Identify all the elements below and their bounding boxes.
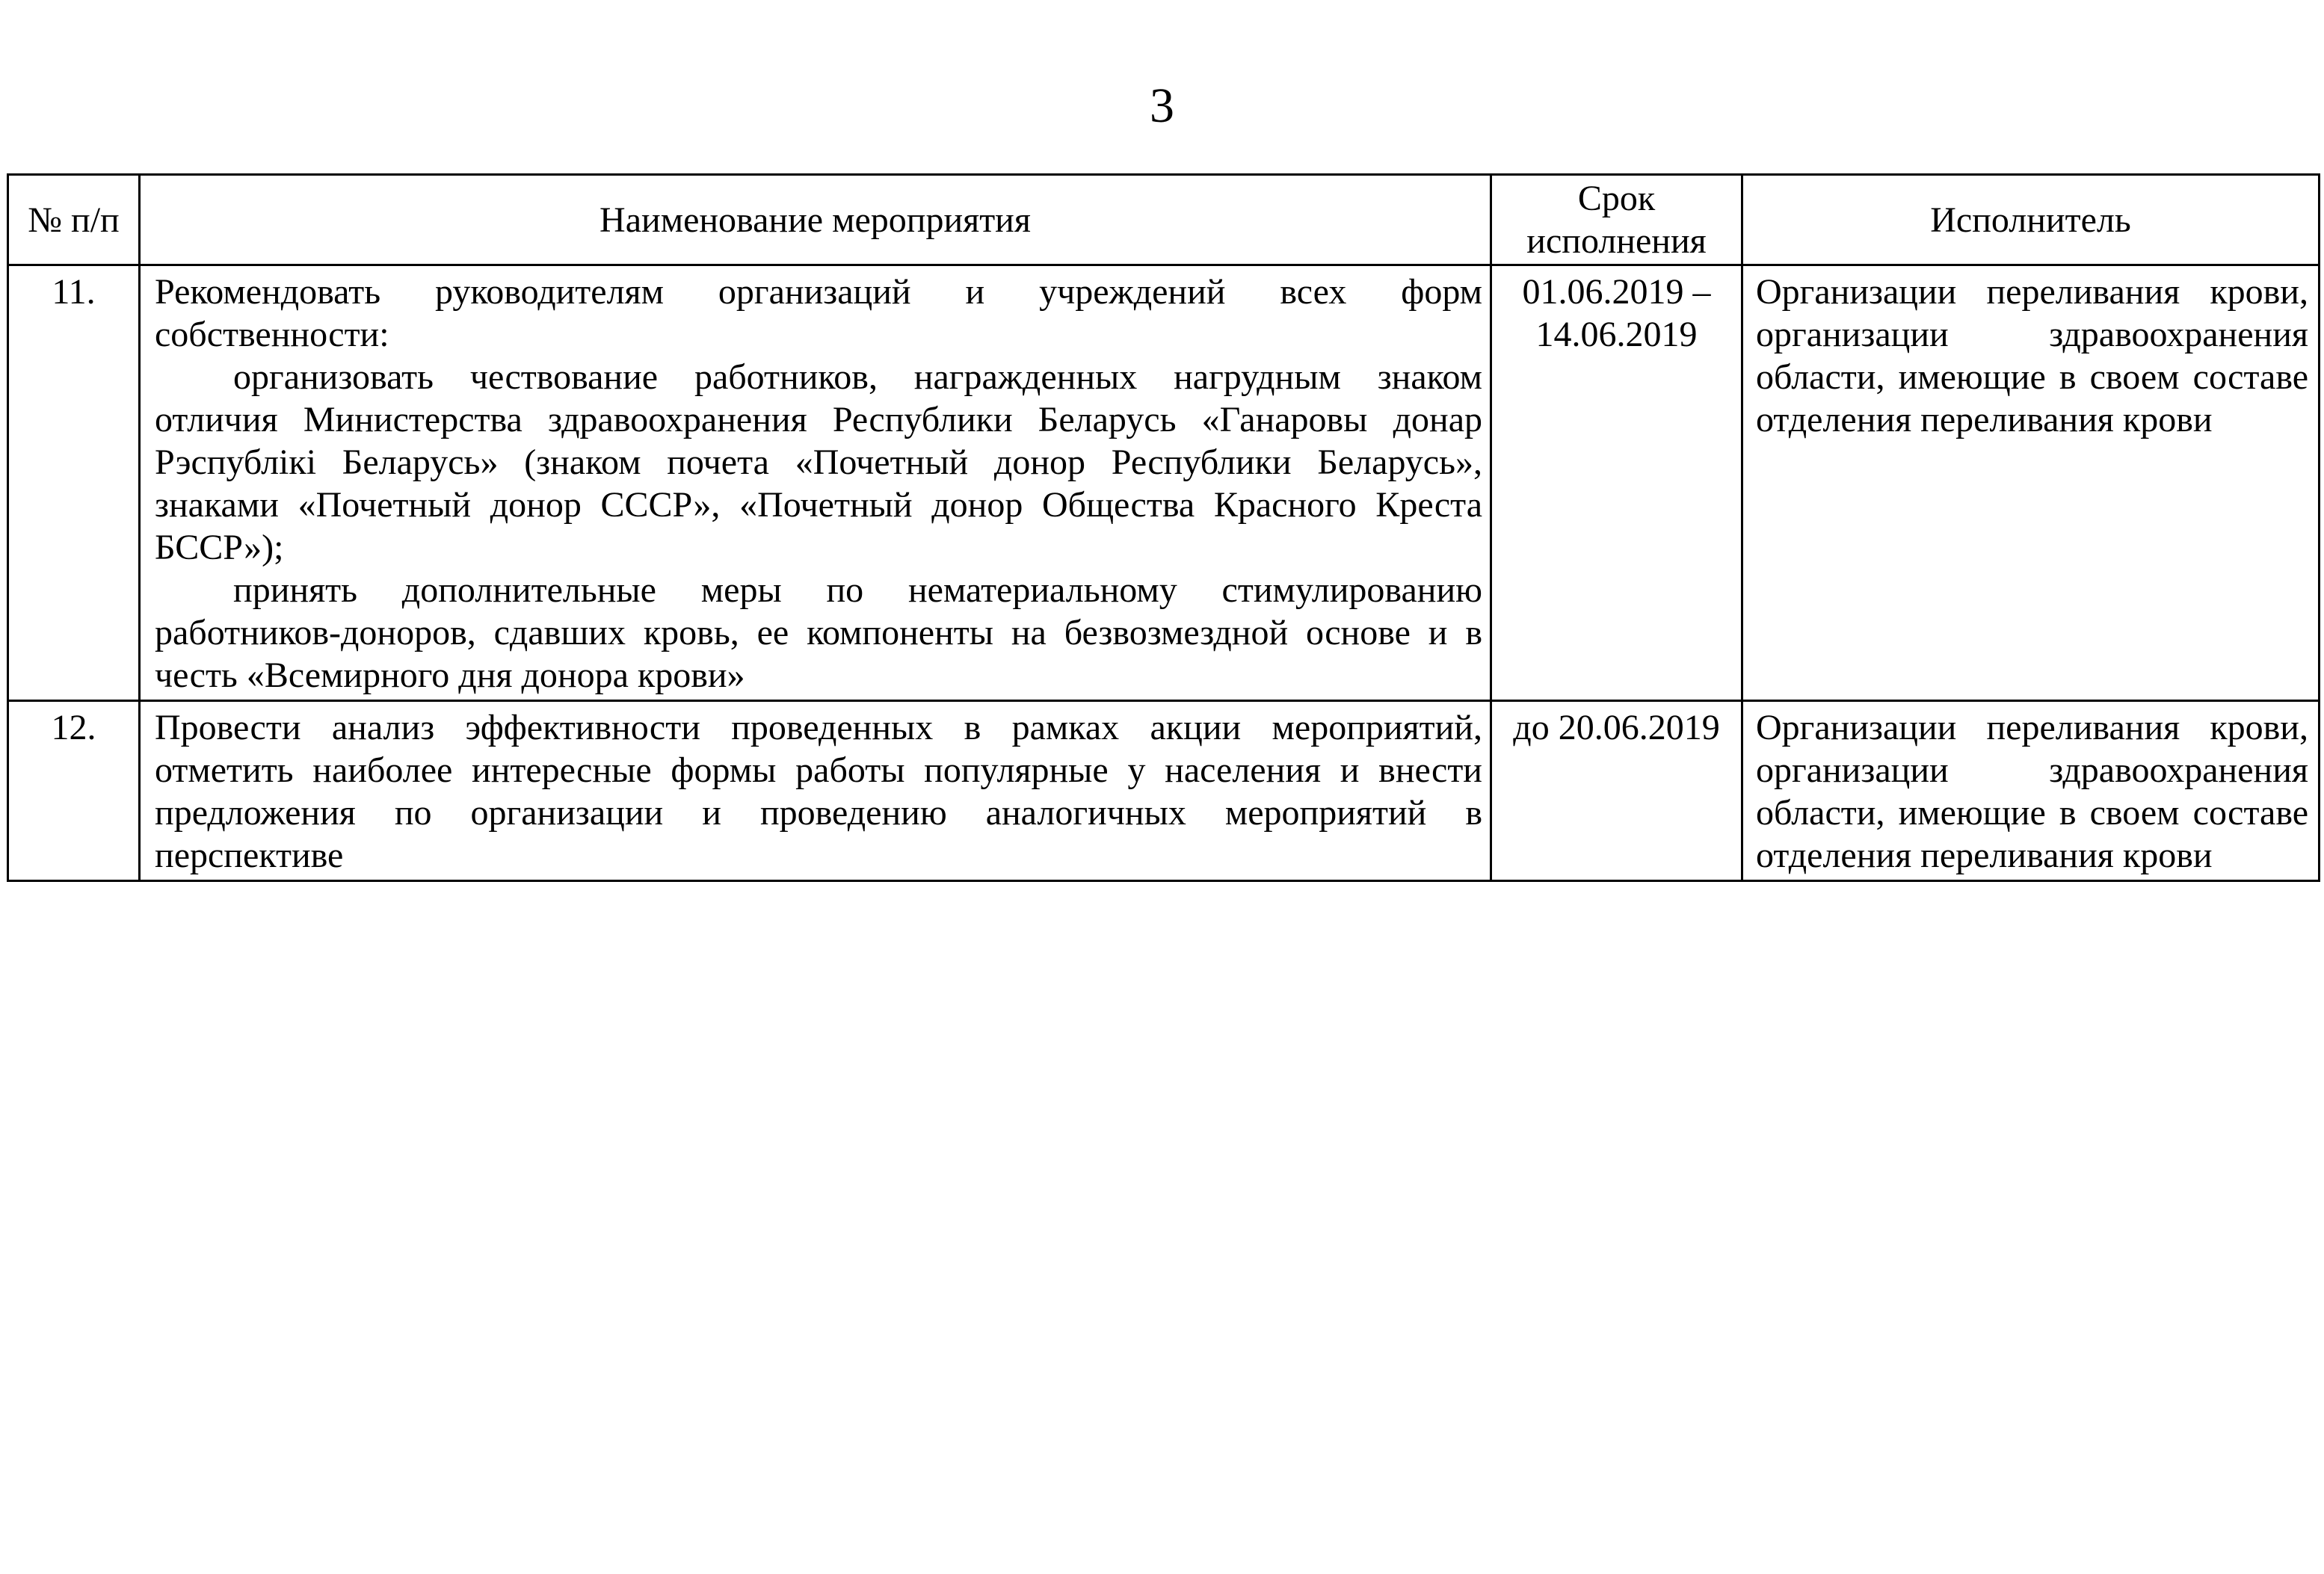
cell-executor [1742, 265, 2320, 701]
text-line: организации здравоохранения [1756, 315, 2308, 354]
text-line: Рэспублікі Беларусь» (знаком почета «Почетный донор Республики Беларусь», [155, 442, 1482, 482]
text-line: организовать чествование работников, награжденных нагрудным знаком [233, 357, 1482, 397]
text-line: организации здравоохранения [1756, 750, 2308, 790]
table-row [8, 701, 2320, 881]
text-line: отметить наиболее интересные формы работы популярные у населения и внести [155, 750, 1482, 790]
text-line: знаками «Почетный донор СССР», «Почетный донор Общества Красного Креста [155, 485, 1482, 525]
text-line: области, имеющие в своем составе [1756, 357, 2308, 397]
col-header-num: № п/п [8, 175, 140, 265]
paragraph [155, 356, 1482, 569]
col-header-deadline: Срок исполнения [1491, 175, 1742, 265]
cell-row-number: 12. [8, 701, 140, 881]
cell-activity [140, 265, 1491, 701]
paragraph [155, 569, 1482, 697]
text-line: области, имеющие в своем составе [1756, 793, 2308, 833]
text-line: честь «Всемирного дня донора крови» [155, 655, 745, 695]
text-line: Провести анализ эффективности проведенных в рамках акции мероприятий, [155, 708, 1482, 747]
paragraph [155, 271, 1482, 356]
text-line: отделения переливания крови [1756, 400, 2213, 439]
text-line: Рекомендовать руководителям организаций и учреждений всех форм [155, 272, 1482, 312]
col-header-executor: Исполнитель [1742, 175, 2320, 265]
text-line: работников-доноров, сдавших кровь, ее компоненты на безвозмездной основе и в [155, 613, 1482, 652]
text-line: до 20.06.2019 [1513, 708, 1720, 747]
events-table [7, 173, 2320, 882]
table-row [8, 265, 2320, 701]
text-line: отделения переливания крови [1756, 836, 2213, 875]
col-header-activity: Наименование мероприятия [140, 175, 1491, 265]
text-line: собственности: [155, 315, 389, 354]
text-line: 14.06.2019 [1535, 315, 1698, 354]
text-line: предложения по организации и проведению аналогичных мероприятий в [155, 793, 1482, 833]
text-line: БССР»); [155, 528, 284, 567]
text-line: Организации переливания крови, [1756, 708, 2308, 747]
text-line: отличия Министерства здравоохранения Республики Беларусь «Ганаровы донар [155, 400, 1482, 439]
cell-activity [140, 701, 1491, 881]
text-line: перспективе [155, 836, 344, 875]
cell-deadline [1491, 701, 1742, 881]
paragraph [155, 706, 1482, 877]
cell-executor [1742, 701, 2320, 881]
page-number: 3 [1150, 78, 1174, 133]
text-line: 01.06.2019 – [1522, 272, 1711, 312]
text-line: Организации переливания крови, [1756, 272, 2308, 312]
cell-row-number: 11. [8, 265, 140, 701]
text-line: принять дополнительные меры по нематериальному стимулированию [233, 570, 1482, 610]
cell-deadline [1491, 265, 1742, 701]
table-header-row [8, 175, 2320, 265]
